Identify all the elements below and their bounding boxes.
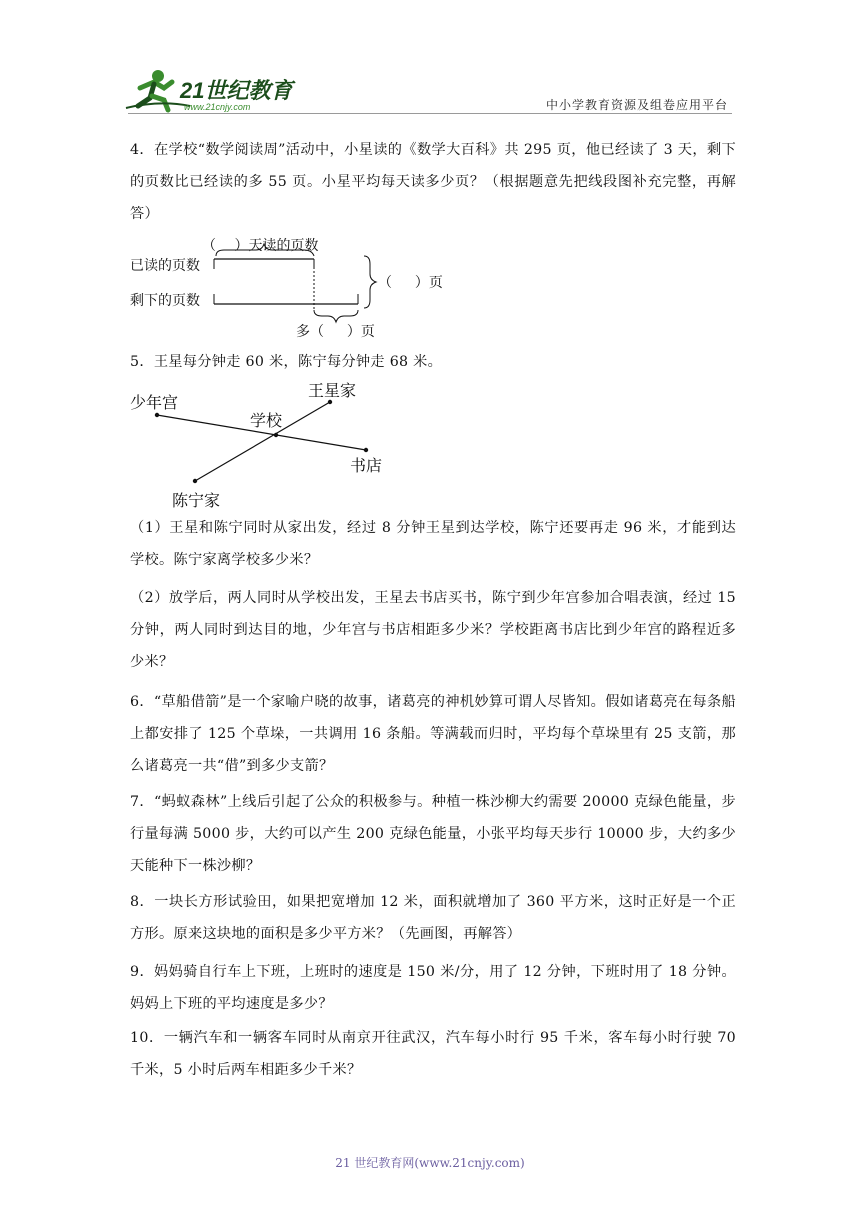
total-pages-label: （ ）页 [378, 275, 443, 291]
header-divider [128, 113, 732, 114]
school-label: 学校 [250, 411, 283, 430]
question-4-line-diagram [128, 232, 468, 344]
question-6-text: 6．“草船借箭”是一个家喻户晓的故事，诸葛亮的神机妙算可谓人尽皆知。假如诸葛亮在每条船上都安排了 125 个草垛，一共调用 16 条船。等满载而归时，平均每个草垛里有 25 支箭，那么诸葛亮一共“借”到多少支箭？ [130, 694, 736, 774]
question-10-text: 10．一辆汽车和一辆客车同时从南京开往武汉，汽车每小时行 95 千米，客车每小时行驶 70 千米，5 小时后两车相距多少千米？ [130, 1030, 736, 1078]
question-5-part-1: （1）王星和陈宁同时从家出发，经过 8 分钟王星到达学校，陈宁还要再走 96 米，才能到达学校。陈宁家离学校多少米？ [130, 520, 736, 568]
read-pages-label: 已读的页数 [130, 258, 200, 274]
question-5-text: 5．王星每分钟走 60 米，陈宁每分钟走 68 米。 [130, 354, 443, 370]
bookstore-point [364, 448, 368, 452]
runner-logo-icon [120, 66, 300, 116]
question-4-text: 4．在学校“数学阅读周”活动中，小星读的《数学大百科》共 295 页，他已经读了 3 天，剩下的页数比已经读的多 55 页。小星平均每天读多少页？（根据题意先把线段图补充完整，再解答） [130, 142, 736, 222]
days-pages-label: （ ）天读的页数 [202, 238, 319, 254]
header-platform-text: 中小学教育资源及组卷应用平台 [545, 98, 728, 112]
wangxing-home-point [328, 400, 332, 404]
question-8-text: 8．一块长方形试验田，如果把宽增加 12 米，面积就增加了 360 平方米，这时正好是一个正方形。原来这块地的面积是多少平方米？（先画图，再解答） [130, 894, 736, 942]
more-pages-label: 多（ ）页 [296, 324, 375, 340]
youth-palace-label: 少年宫 [130, 393, 179, 412]
chenning-home-point [193, 479, 197, 483]
right-brace [364, 256, 376, 308]
bottom-brace [314, 310, 358, 322]
footer-source: 21 世纪教育网(www.21cnjy.com) [335, 1156, 525, 1170]
question-9-text: 9．妈妈骑自行车上下班，上班时的速度是 150 米/分，用了 12 分钟，下班时用了 18 分钟。妈妈上下班的平均速度是多少？ [130, 964, 736, 1012]
question-7-text: 7．“蚂蚁森林”上线后引起了公众的积极参与。种植一株沙柳大约需要 20000 克绿色能量，步行量每满 5000 步，大约可以产生 200 克绿色能量，小张平均每天步行 10000 步，大约多少天能种下一株沙柳？ [130, 794, 736, 874]
wangxing-home-label: 王星家 [308, 381, 357, 400]
svg-text:21世纪教育: 21世纪教育 [180, 78, 293, 103]
school-point [274, 433, 278, 437]
remaining-pages-label: 剩下的页数 [130, 293, 200, 309]
question-5-part-2: （2）放学后，两人同时从学校出发，王星去书店买书，陈宁到少年宫参加合唱表演，经过 15 分钟，两人同时到达目的地，少年宫与书店相距多少米？学校距离书店比到少年宫的路程近多少米？ [130, 590, 736, 670]
bookstore-label: 书店 [350, 456, 383, 475]
youth-palace-point [155, 413, 159, 417]
svg-text:www.21cnjy.com: www.21cnjy.com [184, 102, 251, 112]
chenning-home-label: 陈宁家 [172, 491, 221, 510]
question-5-map [128, 376, 408, 516]
header-logo [120, 66, 300, 116]
